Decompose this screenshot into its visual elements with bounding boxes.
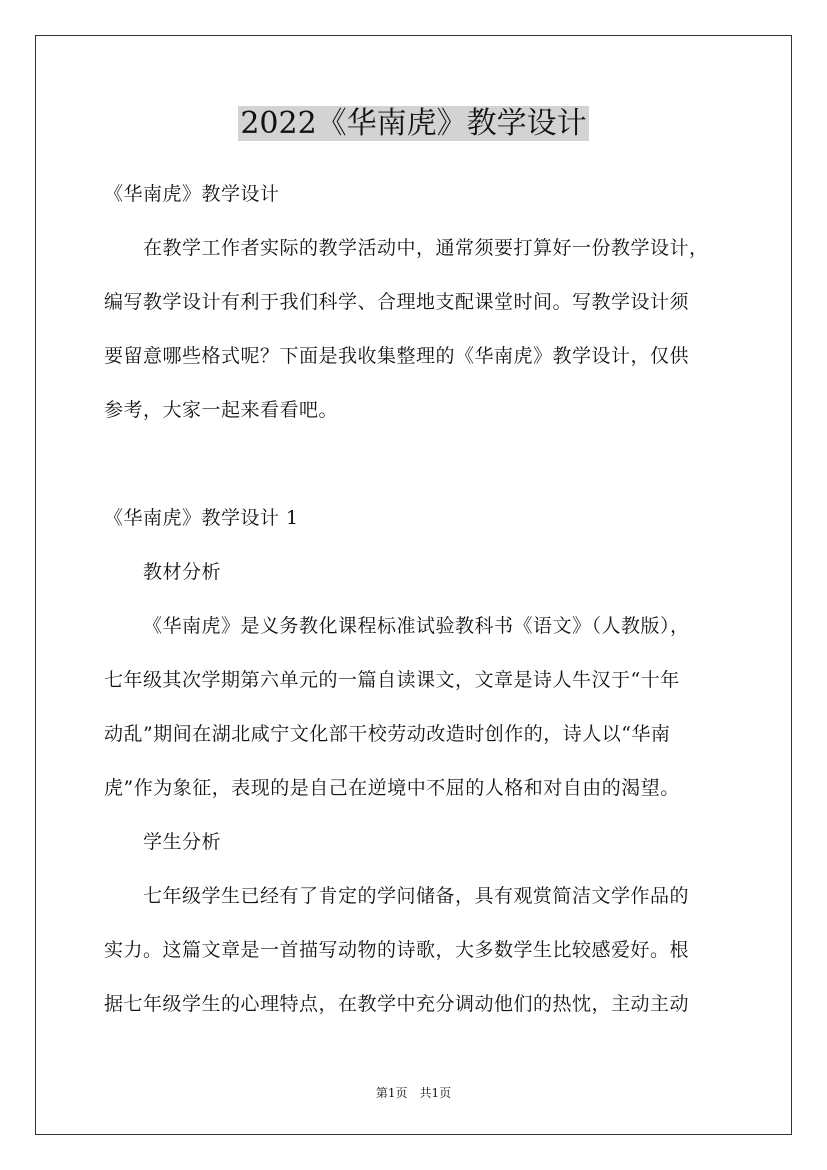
intro-line: 要留意哪些格式呢？下面是我收集整理的《华南虎》教学设计，仅供 [104,345,690,367]
page-footer: 第1页 共1页 [375,1086,452,1100]
student-line: 七年级学生已经有了肯定的学问储备，具有观赏简洁文学作品的 [143,885,690,907]
intro-line: 在教学工作者实际的教学活动中，通常须要打算好一份教学设计， [143,237,709,259]
heading-material-analysis: 教材分析 [143,561,222,583]
intro-line: 编写教学设计有利于我们科学、合理地支配课堂时间。写教学设计须 [104,291,690,313]
document-title [0,104,827,144]
intro-line: 参考，大家一起来看看吧。 [104,399,339,421]
student-line: 实力。这篇文章是一首描写动物的诗歌，大多数学生比较感爱好。根 [104,939,690,961]
material-line: 动乱”期间在湖北咸宁文化部干校劳动改造时创作的，诗人以“华南 [104,723,671,745]
material-line: 七年级其次学期第六单元的一篇自读课文，文章是诗人牛汉于“十年 [104,669,680,691]
material-line: 虎”作为象征，表现的是自己在逆境中不屈的人格和对自由的渴望。 [104,777,680,799]
material-line: 《华南虎》是义务教化课程标准试验教科书《语文》（人教版）， [143,615,690,637]
document-subtitle: 《华南虎》教学设计 [104,183,280,205]
section-title: 《华南虎》教学设计 1 [104,507,299,529]
document-title-text: 2022《华南虎》教学设计 [240,106,587,141]
heading-student-analysis: 学生分析 [143,831,222,853]
student-line: 据七年级学生的心理特点，在教学中充分调动他们的热忱，主动主动 [104,993,690,1015]
